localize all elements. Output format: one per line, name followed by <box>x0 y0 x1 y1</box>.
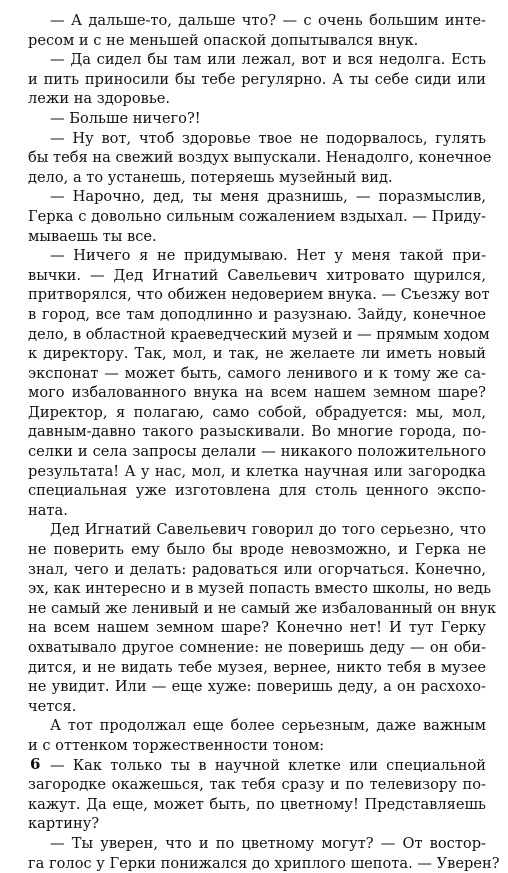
text-line: га голос у Герки понижался до хриплого шепота. — Уверен? <box>28 854 500 872</box>
text-line: Директор, я полагаю, само собой, обрадуется: мы, мол, <box>28 403 486 421</box>
text-line: Герка с довольно сильным сожалением вздыхал. — Приду- <box>28 207 486 225</box>
text-line: давным-давно такого разыскивали. Во многие города, по- <box>28 423 486 441</box>
text-line: мого избалованного внука на всем нашем земном шаре? <box>28 384 486 402</box>
text-line: — Ну вот, чтоб здоровье твое не подорвалось, гулять <box>50 129 486 147</box>
text-line: и пить приносили бы тебе регулярно. А ты себе сиди или <box>28 70 486 88</box>
text-line: лежи на здоровье. <box>28 90 171 108</box>
text-line: мываешь ты все. <box>28 227 157 245</box>
text-line: притворялся, что обижен недоверием внука. — Съезжу вот <box>28 286 490 304</box>
text-line: охватывало другое сомнение: не поверишь деду — он оби- <box>28 639 486 656</box>
text-line: чется. <box>28 697 77 715</box>
text-line: знал, чего и делать: радоваться или огорчаться. Конечно, <box>28 560 486 578</box>
text-line: к директору. Так, мол, и так, не желаете ли иметь новый <box>28 345 486 363</box>
text-line: дело, в областной краеведческий музей и — прямым ходом <box>28 325 490 343</box>
text-line: и с оттенком торжественности тоном: <box>28 736 325 754</box>
text-line: — Больше ничего?! <box>50 109 201 127</box>
text-line: — Ничего я не придумываю. Нет у меня такой при- <box>50 247 486 265</box>
text-line: ната. <box>28 501 68 519</box>
text-line: не поверить ему было бы вроде невозможно, и Герка не <box>28 541 486 559</box>
page-number: 6 <box>30 755 41 773</box>
text-line: кажут. Да еще, может быть, по цветному! Представляешь <box>28 795 486 813</box>
text-line: ресом и с не меньшей опаской допытывался внук. <box>28 31 419 49</box>
text-line: — Ты уверен, что и по цветному могут? — От востор- <box>50 834 486 852</box>
text-line: экспонат — может быть, самого ленивого и к тому же са- <box>28 364 486 382</box>
text-line: — А дальше-то, дальше что? — с очень большим инте- <box>50 12 486 29</box>
text-line: не самый же ленивый и не самый же избалованный он внук <box>28 599 497 617</box>
body-text <box>28 11 500 873</box>
text-line: вычки. — Дед Игнатий Савельевич хитровато щурился, <box>28 266 486 284</box>
text-line: бы тебя на свежий воздух выпускали. Ненадолго, конечное <box>28 149 492 167</box>
text-line: — Да сидел бы там или лежал, вот и вся недолга. Есть <box>50 51 486 69</box>
text-line: не увидит. Или — еще хуже: поверишь деду, а он расхохо- <box>28 678 486 696</box>
text-line: в город, все там доподлинно и разузнаю. Зайду, конечное <box>28 305 486 323</box>
text-line: картину? <box>28 815 100 833</box>
text-line: специальная уже изготовлена для столь ценного экспо- <box>28 482 486 500</box>
text-line: дится, и не видать тебе музея, вернее, никто тебя в музее <box>28 658 486 676</box>
text-line: — Как только ты в научной клетке или специальной <box>50 756 486 774</box>
text-line: дело, а то устанешь, потеряешь музейный вид. <box>28 168 393 186</box>
text-line: — Нарочно, дед, ты меня дразнишь, — поразмыслив, <box>50 188 486 206</box>
text-line: А тот продолжал еще более серьезным, даже важным <box>50 717 486 735</box>
text-line: Дед Игнатий Савельевич говорил до того серьезно, что <box>50 521 486 539</box>
text-line: на всем нашем земном шаре? Конечно нет! И тут Герку <box>28 619 486 637</box>
text-line: результата! А у нас, мол, и клетка научная или загородка <box>28 462 486 480</box>
text-line: загородке окажешься, так тебя сразу и по телевизору по- <box>28 776 486 794</box>
text-line: эх, как интересно и в музей попасть вместо школы, но ведь <box>28 580 492 598</box>
text-line: селки и села запросы делали — никакого положительного <box>28 443 486 461</box>
